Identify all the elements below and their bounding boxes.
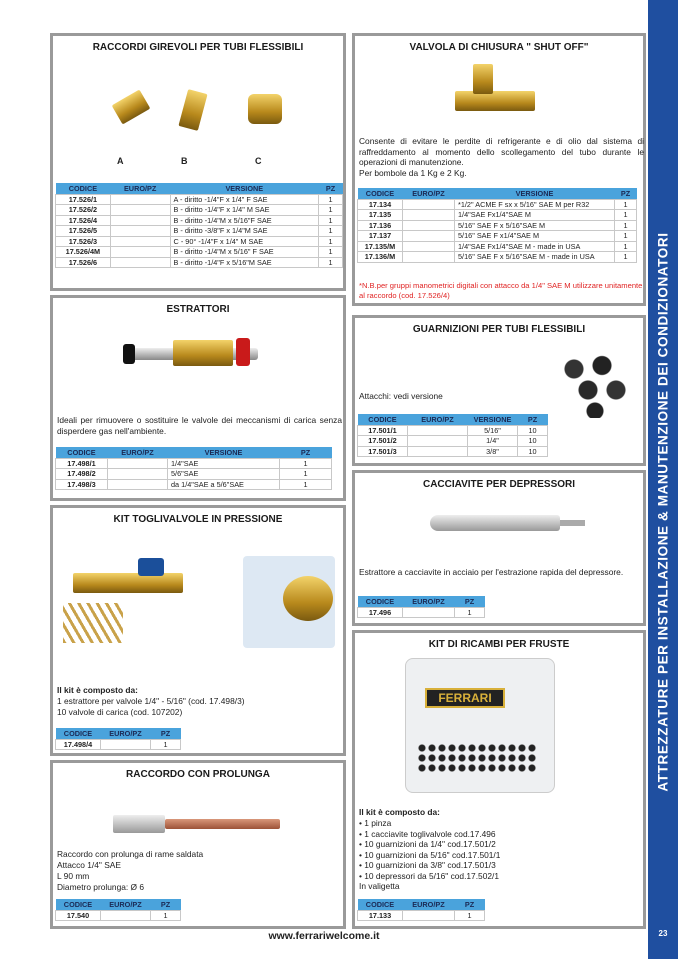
table-cell: 1	[319, 205, 343, 216]
table-cell: 5/16" SAE F x 5/16"SAE M	[455, 220, 615, 231]
table-cell	[403, 910, 455, 921]
product-image	[113, 815, 165, 833]
section-guarnizioni	[352, 315, 646, 466]
table-row	[358, 425, 548, 436]
table-cell: 1	[615, 252, 637, 263]
section-title: GUARNIZIONI PER TUBI FLESSIBILI	[412, 324, 586, 335]
table-row	[358, 241, 637, 252]
column-header: PZ	[455, 596, 485, 607]
kit-line: • 10 guarnizioni da 5/16" cod.17.501/1	[359, 849, 501, 860]
column-header: EURO/PZ	[403, 188, 455, 199]
table-cell: 1	[280, 479, 332, 490]
table-cell: 1	[615, 241, 637, 252]
kit-line: • 10 depressori da 5/16" cod.17.502/1	[359, 870, 500, 881]
product-table	[357, 596, 485, 618]
table-cell: 1	[319, 194, 343, 205]
column-header: CODICE	[56, 447, 108, 458]
kit-line: 1 estrattore per valvole 1/4" - 5/16" (cod. 17.498/3)	[57, 696, 245, 706]
column-header: PZ	[455, 899, 485, 910]
table-cell	[403, 241, 455, 252]
table-cell	[403, 220, 455, 231]
table-cell: 5/16"	[468, 425, 518, 436]
kit-line: • 1 pinza	[359, 818, 392, 828]
table-cell	[408, 446, 468, 457]
product-table	[55, 728, 181, 750]
table-cell: 1	[615, 220, 637, 231]
table-row	[56, 458, 332, 469]
table-cell: 10	[518, 425, 548, 436]
table-cell: 1	[319, 257, 343, 268]
table-row	[358, 220, 637, 231]
section-valvola	[352, 33, 646, 306]
table-cell: 1	[615, 199, 637, 210]
table-cell	[403, 210, 455, 221]
table-cell	[408, 436, 468, 447]
product-code: 17.135	[358, 210, 403, 221]
product-code: 17.498/4	[56, 739, 101, 750]
label-c: C	[255, 156, 262, 166]
table-header	[358, 899, 485, 910]
table-row	[56, 205, 343, 216]
section-estrattori	[50, 295, 346, 501]
product-code: 17.498/3	[56, 479, 108, 490]
column-header: EURO/PZ	[108, 447, 168, 458]
description: Estrattore a cacciavite in acciaio per l'estrazione rapida del depressore.	[359, 567, 624, 577]
table-header	[358, 596, 485, 607]
table-row	[358, 252, 637, 263]
column-header: VERSIONE	[170, 183, 319, 194]
table-cell: B - diritto -1/4"M x 5/16" F SAE	[170, 247, 319, 258]
table-cell: 3/8"	[468, 446, 518, 457]
desc-line: L 90 mm	[57, 871, 90, 881]
table-header	[358, 414, 548, 425]
column-header: CODICE	[56, 899, 101, 910]
ferrari-logo: FERRARI	[425, 688, 505, 708]
product-table	[55, 183, 343, 268]
table-header	[56, 447, 332, 458]
table-cell: 1	[455, 607, 485, 618]
kit-line: 10 valvole di carica (cod. 107202)	[57, 707, 183, 717]
table-cell: 10	[518, 436, 548, 447]
product-code: 17.501/1	[358, 425, 408, 436]
product-code: 17.526/6	[56, 257, 111, 268]
sidebar-title: ATTREZZATURE PER INSTALLAZIONE & MANUTENZIONE DEI CONDIZIONATORI	[655, 232, 671, 792]
table-header	[56, 728, 181, 739]
product-code: 17.526/1	[56, 194, 111, 205]
table-row	[358, 436, 548, 447]
product-code: 17.526/4M	[56, 247, 111, 258]
table-row	[358, 199, 637, 210]
table-row	[358, 910, 485, 921]
table-cell	[403, 231, 455, 242]
column-header: PZ	[151, 899, 181, 910]
column-header: CODICE	[358, 188, 403, 199]
table-cell: B - diritto -1/4"F x 5/16"M SAE	[170, 257, 319, 268]
section-prolunga	[50, 760, 346, 929]
kit-line: • 1 cacciavite toglivalvole cod.17.496	[359, 828, 496, 839]
product-image-c	[248, 94, 282, 124]
footer-url[interactable]: www.ferrariwelcome.it	[268, 930, 380, 942]
table-cell: 1/4"SAE Fx1/4"SAE M	[455, 210, 615, 221]
product-table	[357, 188, 637, 263]
product-code: 17.136/M	[358, 252, 403, 263]
table-row	[56, 910, 181, 921]
table-row	[358, 446, 548, 457]
product-code: 17.501/2	[358, 436, 408, 447]
column-header: CODICE	[56, 183, 111, 194]
column-header: PZ	[280, 447, 332, 458]
table-cell	[101, 910, 151, 921]
table-row	[56, 247, 343, 258]
product-image	[430, 515, 560, 531]
section-raccordi	[50, 33, 346, 291]
table-cell	[110, 257, 170, 268]
desc-line: Attacco 1/4" SAE	[57, 860, 121, 870]
table-cell	[108, 458, 168, 469]
table-cell: 1	[319, 247, 343, 258]
product-table	[55, 899, 181, 921]
product-code: 17.137	[358, 231, 403, 242]
kit-heading: Il kit è composto da:	[57, 685, 138, 695]
column-header: EURO/PZ	[101, 899, 151, 910]
table-cell	[101, 739, 151, 750]
product-table	[357, 899, 485, 921]
product-image-b	[178, 89, 207, 131]
table-row	[56, 479, 332, 490]
product-code: 17.501/3	[358, 446, 408, 457]
product-code: 17.134	[358, 199, 403, 210]
table-cell: 5/6"SAE	[168, 469, 280, 480]
product-code: 17.526/2	[56, 205, 111, 216]
product-code: 17.136	[358, 220, 403, 231]
product-image	[455, 91, 535, 111]
product-table	[357, 414, 548, 457]
column-header: PZ	[151, 728, 181, 739]
table-cell: 1	[615, 210, 637, 221]
product-code: 17.496	[358, 607, 403, 618]
table-cell: 5/16" SAE F x 5/16"SAE M - made in USA	[455, 252, 615, 263]
table-row	[56, 236, 343, 247]
section-title: ESTRATTORI	[166, 304, 230, 315]
table-cell: 1/4"	[468, 436, 518, 447]
table-cell	[403, 199, 455, 210]
product-image	[73, 573, 183, 593]
section-kit-ricambi	[352, 630, 646, 929]
table-row	[56, 194, 343, 205]
product-code: 17.498/2	[56, 469, 108, 480]
description: Attacchi: vedi versione	[359, 391, 443, 401]
table-cell: *1/2" ACME F sx x 5/16" SAE M per R32	[455, 199, 615, 210]
section-title: KIT TOGLIVALVOLE IN PRESSIONE	[113, 514, 283, 525]
kit-line: • 10 guarnizioni da 1/4" cod.17.501/2	[359, 839, 496, 849]
table-cell	[110, 194, 170, 205]
description: Consente di evitare le perdite di refrigerante e di olio dal sistema di raffreddamento al momento dello scollegamento del tubo durante le operazioni di manutenzione.	[359, 136, 644, 167]
table-row	[56, 215, 343, 226]
table-cell	[110, 205, 170, 216]
table-row	[358, 210, 637, 221]
column-header: EURO/PZ	[101, 728, 151, 739]
column-header: EURO/PZ	[408, 414, 468, 425]
table-cell: B - diritto -1/4"M x 5/16"F SAE	[170, 215, 319, 226]
column-header: VERSIONE	[468, 414, 518, 425]
table-cell: 1	[151, 910, 181, 921]
table-cell	[108, 469, 168, 480]
column-header: VERSIONE	[455, 188, 615, 199]
product-table	[55, 447, 332, 490]
column-header: EURO/PZ	[110, 183, 170, 194]
table-row	[56, 469, 332, 480]
table-cell: 1	[455, 910, 485, 921]
product-image	[560, 348, 630, 418]
product-code: 17.498/1	[56, 458, 108, 469]
product-code: 17.133	[358, 910, 403, 921]
table-cell: 1/4"SAE Fx1/4"SAE M - made in USA	[455, 241, 615, 252]
table-cell: 1	[151, 739, 181, 750]
table-cell	[110, 247, 170, 258]
page-number: 23	[658, 929, 668, 938]
label-a: A	[117, 156, 124, 166]
label-b: B	[181, 156, 188, 166]
table-row	[56, 739, 181, 750]
table-row	[56, 257, 343, 268]
column-header: PZ	[518, 414, 548, 425]
table-cell: da 1/4"SAE a 5/6"SAE	[168, 479, 280, 490]
table-cell	[110, 215, 170, 226]
table-cell: B - diritto -3/8"F x 1/4"M SAE	[170, 226, 319, 237]
table-header	[56, 899, 181, 910]
section-title: VALVOLA DI CHIUSURA " SHUT OFF"	[409, 42, 589, 53]
table-cell: C - 90° -1/4"F x 1/4" M SAE	[170, 236, 319, 247]
table-cell: A - diritto -1/4"F x 1/4" F SAE	[170, 194, 319, 205]
table-row	[358, 607, 485, 618]
column-header: EURO/PZ	[403, 899, 455, 910]
kit-list	[359, 818, 500, 892]
table-cell	[408, 425, 468, 436]
table-cell: 10	[518, 446, 548, 457]
product-code: 17.526/3	[56, 236, 111, 247]
product-code: 17.526/5	[56, 226, 111, 237]
section-title: KIT DI RICAMBI PER FRUSTE	[428, 639, 570, 650]
product-code: 17.540	[56, 910, 101, 921]
table-cell: 5/16" SAE F x1/4"SAE M	[455, 231, 615, 242]
column-header: CODICE	[358, 596, 403, 607]
kit-line: • 10 guarnizioni da 3/8" cod.17.501/3	[359, 860, 496, 870]
table-cell	[403, 607, 455, 618]
table-row	[56, 226, 343, 237]
table-cell: B - diritto -1/4"F x 1/4" M SAE	[170, 205, 319, 216]
detail-image	[243, 556, 335, 648]
product-code: 17.526/4	[56, 215, 111, 226]
desc-line: Raccordo con prolunga di rame saldata	[57, 849, 204, 859]
description: Ideali per rimuovere o sostituire le valvole dei meccanismi di carica senza disperdere gas nell'ambiente.	[57, 415, 342, 436]
section-title: CACCIAVITE PER DEPRESSORI	[422, 479, 576, 490]
description-2: Per bombole da 1 Kg e 2 Kg.	[359, 168, 467, 178]
table-cell: 1	[319, 226, 343, 237]
kit-heading: Il kit è composto da:	[359, 807, 440, 817]
column-header: CODICE	[358, 899, 403, 910]
table-cell: 1	[280, 469, 332, 480]
column-header: PZ	[615, 188, 637, 199]
table-row	[358, 231, 637, 242]
kit-line: In valigetta	[359, 881, 400, 891]
table-header	[358, 188, 637, 199]
table-cell	[108, 479, 168, 490]
column-header: PZ	[319, 183, 343, 194]
desc-line: Diametro prolunga: Ø 6	[57, 882, 145, 892]
column-header: CODICE	[358, 414, 408, 425]
product-image-a	[112, 89, 151, 124]
note: *N.B.per gruppi manometrici digitali con attacco da 1/4" SAE M utilizzare unitamente al raccordo (cod. 17.526/4)	[359, 281, 643, 300]
column-header: EURO/PZ	[403, 596, 455, 607]
table-cell	[403, 252, 455, 263]
table-cell: 1	[319, 236, 343, 247]
table-cell: 1/4"SAE	[168, 458, 280, 469]
table-cell: 1	[280, 458, 332, 469]
table-cell	[110, 236, 170, 247]
section-kit-toglivalvole	[50, 505, 346, 756]
table-header	[56, 183, 343, 194]
table-cell: 1	[319, 215, 343, 226]
column-header: CODICE	[56, 728, 101, 739]
column-header: VERSIONE	[168, 447, 280, 458]
table-cell: 1	[615, 231, 637, 242]
section-title: RACCORDO CON PROLUNGA	[126, 769, 270, 780]
product-code: 17.135/M	[358, 241, 403, 252]
section-title: RACCORDI GIREVOLI PER TUBI FLESSIBILI	[92, 42, 304, 53]
table-cell	[110, 226, 170, 237]
section-cacciavite	[352, 470, 646, 626]
